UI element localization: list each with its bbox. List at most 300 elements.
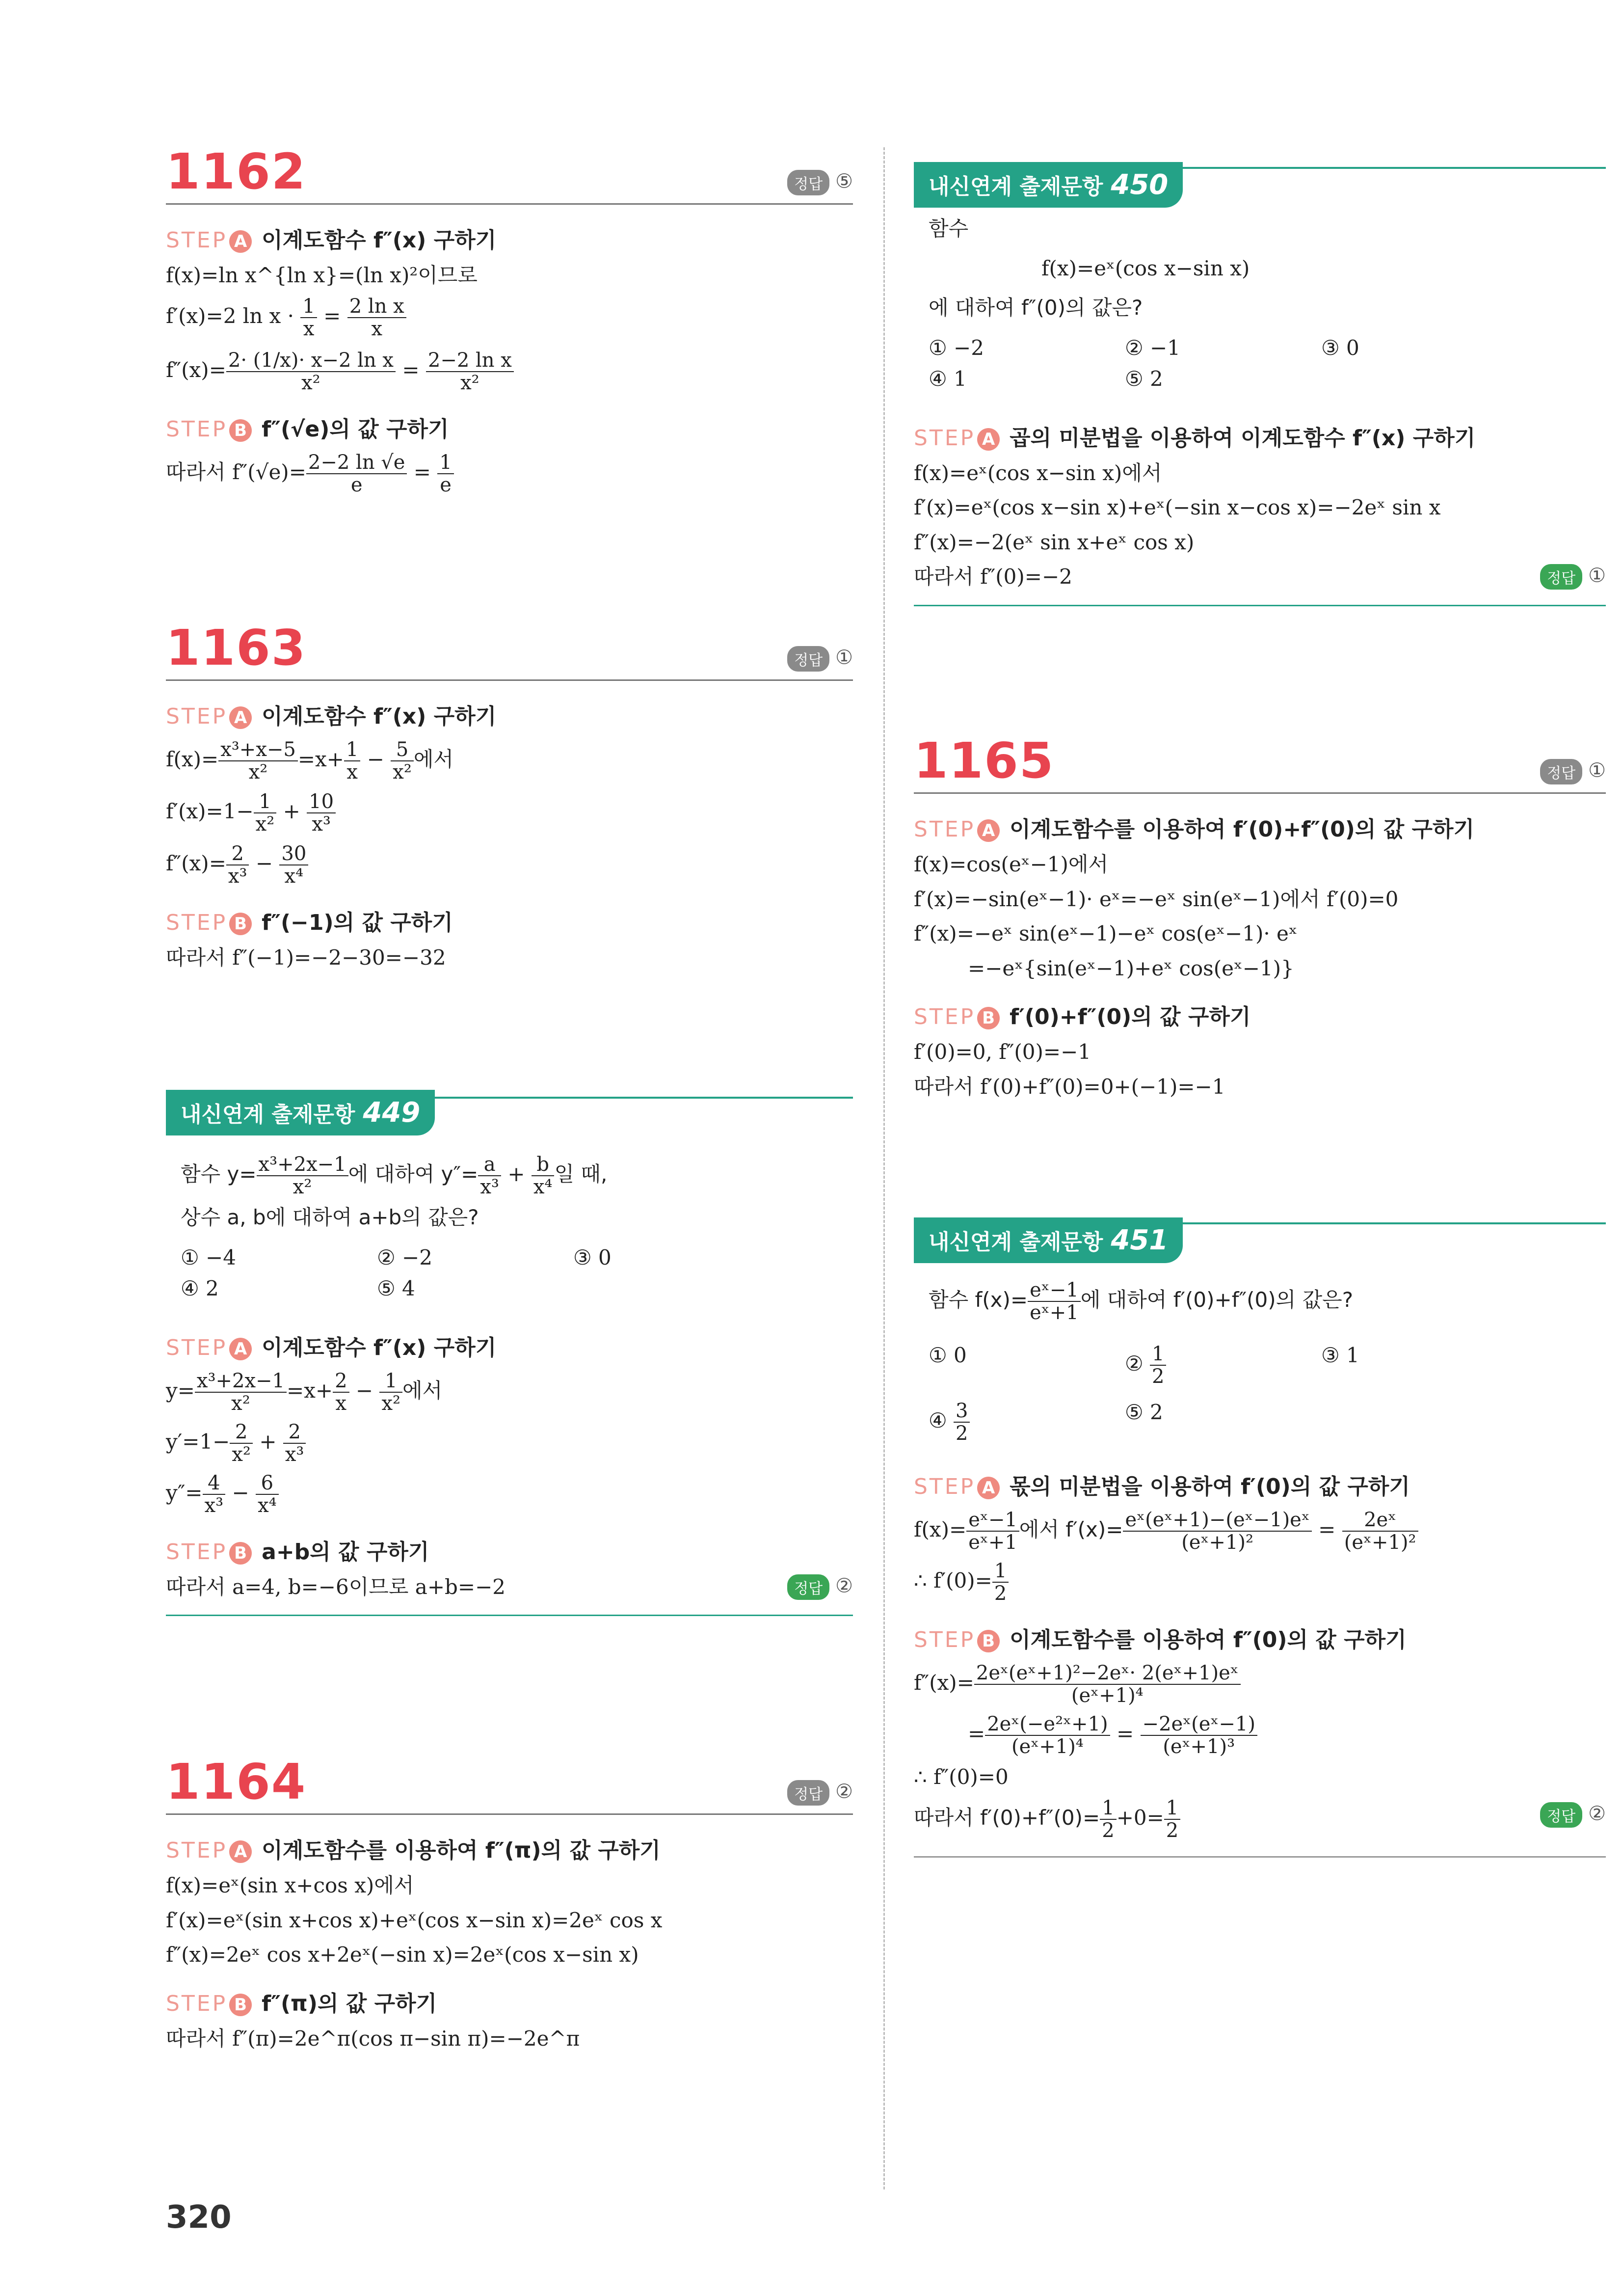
fraction xyxy=(1342,1509,1418,1553)
fraction xyxy=(256,1472,279,1516)
fraction xyxy=(203,1472,226,1516)
step-circle: A xyxy=(977,1477,1000,1499)
exam-number: 450 xyxy=(1111,169,1169,201)
text: − xyxy=(349,1378,380,1403)
column-divider xyxy=(883,147,885,2189)
exam-question xyxy=(914,216,1606,391)
option: ① 0 xyxy=(929,1343,967,1367)
text: = xyxy=(1311,1517,1342,1541)
fraction xyxy=(300,296,317,340)
section-rule xyxy=(166,1813,853,1815)
step-label: STEP xyxy=(166,1991,228,2016)
denominator: x⁴ xyxy=(258,1494,277,1517)
line xyxy=(181,1154,853,1198)
answer-tag: 정답 xyxy=(1540,564,1582,590)
line: f″(x)=2eˣ cos x+2eˣ(−sin x)=2eˣ(cos x−sin x) xyxy=(166,1943,639,1967)
denominator: x² xyxy=(301,371,320,394)
step-b xyxy=(166,905,853,936)
denominator: x² xyxy=(232,1443,251,1466)
denominator: 2 xyxy=(994,1582,1007,1605)
numerator: x³+x−5 xyxy=(218,739,298,761)
step-title: 이계도함수 f″(x) 구하기 xyxy=(262,704,497,729)
numerator: 1 xyxy=(344,739,360,761)
step-label: STEP xyxy=(166,1335,228,1360)
answer-value: ① xyxy=(1588,565,1606,587)
step-title: f″(−1)의 값 구하기 xyxy=(262,910,453,935)
fraction xyxy=(1150,1343,1166,1387)
line xyxy=(166,791,853,835)
fraction xyxy=(532,1154,555,1198)
denominator: 2 xyxy=(956,1422,968,1445)
problem-number: 1162 xyxy=(166,143,307,200)
fraction xyxy=(954,1400,970,1444)
exam-label xyxy=(166,1090,435,1135)
step-label: STEP xyxy=(166,910,228,935)
text: =x+ xyxy=(297,747,344,771)
line xyxy=(166,1472,853,1516)
line xyxy=(166,1421,853,1465)
exam-label-text: 내신연계 출제문항 xyxy=(181,1102,355,1127)
fraction xyxy=(426,350,514,394)
line: 따라서 f″(0)=−2 xyxy=(914,565,1072,589)
numerator: 30 xyxy=(279,843,308,865)
denominator: x xyxy=(371,317,383,340)
text: 따라서 f′(0)+f″(0)= xyxy=(914,1805,1100,1830)
fraction xyxy=(230,1421,253,1465)
numerator: 1 xyxy=(1164,1797,1180,1820)
denominator: x² xyxy=(460,371,479,394)
problem-1165 xyxy=(914,732,1606,1100)
step-label: STEP xyxy=(914,1474,976,1499)
text: = xyxy=(395,357,426,382)
exam-number: 449 xyxy=(363,1097,421,1129)
denominator: x³ xyxy=(312,813,331,836)
line xyxy=(914,1797,1606,1841)
text: y′=1− xyxy=(166,1429,230,1454)
fraction xyxy=(226,350,396,394)
text: f″(x)= xyxy=(914,1671,974,1695)
fraction xyxy=(283,1421,306,1465)
text: 에서 xyxy=(413,747,454,771)
problem-number: 1164 xyxy=(166,1753,307,1810)
fraction xyxy=(992,1560,1009,1604)
text: = xyxy=(407,459,438,484)
fraction xyxy=(347,296,406,340)
step-circle: A xyxy=(977,428,1000,451)
option: ⑤ 4 xyxy=(377,1276,415,1300)
line: 에 대하여 f″(0)의 값은? xyxy=(929,296,1143,320)
numerator: 5 xyxy=(391,739,414,761)
line: 함수 xyxy=(929,216,969,241)
step-b xyxy=(914,999,1606,1030)
denominator: x xyxy=(303,317,315,340)
step-title: 곱의 미분법을 이용하여 이계도함수 f″(x) 구하기 xyxy=(1010,425,1476,451)
text: + xyxy=(276,799,307,823)
numerator: 1 xyxy=(437,452,453,474)
denominator: (eˣ+1)⁴ xyxy=(1071,1684,1144,1707)
answer-tag: 정답 xyxy=(787,1574,829,1600)
numerator: b xyxy=(532,1154,555,1176)
denominator: x² xyxy=(381,1392,401,1415)
fraction xyxy=(379,1370,402,1414)
answer-value: ① xyxy=(835,647,853,669)
text: f(x)= xyxy=(166,747,219,771)
text: ② xyxy=(1125,1351,1150,1376)
option xyxy=(929,1400,1125,1444)
line xyxy=(929,1279,1606,1324)
option: ⑤ 2 xyxy=(1125,366,1163,391)
step-label: STEP xyxy=(914,1004,976,1029)
numerator: x³+2x−1 xyxy=(257,1154,348,1176)
numerator: 1 xyxy=(992,1560,1009,1583)
text: 함수 f(x)= xyxy=(929,1288,1028,1312)
numerator: a xyxy=(478,1154,501,1176)
text: = xyxy=(317,303,347,328)
exam-header xyxy=(914,1217,1606,1262)
line xyxy=(914,1662,1606,1706)
text: − xyxy=(249,851,280,875)
text: 일 때, xyxy=(554,1162,608,1186)
answer-value: ① xyxy=(1588,759,1606,782)
numerator: 2 ln x xyxy=(347,296,406,318)
numerator: 4 xyxy=(203,1472,226,1495)
numerator: eˣ(eˣ+1)−(eˣ−1)eˣ xyxy=(1123,1509,1311,1532)
text: − xyxy=(225,1480,256,1505)
problem-1164 xyxy=(166,1753,853,2052)
denominator: (eˣ+1)² xyxy=(1344,1531,1416,1554)
answer-tag: 정답 xyxy=(787,170,829,195)
numerator: 1 xyxy=(300,296,317,318)
step-a xyxy=(166,699,853,730)
step-label: STEP xyxy=(166,704,228,729)
denominator: x xyxy=(335,1392,347,1415)
line xyxy=(968,1713,1606,1757)
numerator: −2eˣ(eˣ−1) xyxy=(1141,1713,1257,1736)
options xyxy=(929,1343,1606,1444)
step-label: STEP xyxy=(914,1627,976,1652)
section-rule xyxy=(166,203,853,205)
numerator: 2· (1/x)· x−2 ln x xyxy=(226,350,396,372)
line xyxy=(166,296,853,340)
exam-question xyxy=(166,1154,853,1300)
numerator: eˣ−1 xyxy=(1028,1279,1081,1302)
step-circle: A xyxy=(229,706,252,729)
answer-tag: 정답 xyxy=(1540,1802,1582,1828)
fraction xyxy=(195,1370,287,1414)
numerator: 1 xyxy=(379,1370,402,1393)
exam-number: 451 xyxy=(1111,1224,1169,1256)
denominator: eˣ+1 xyxy=(1030,1301,1079,1324)
denominator: x⁴ xyxy=(533,1176,553,1198)
step-circle: A xyxy=(229,230,252,253)
denominator: (eˣ+1)⁴ xyxy=(1011,1735,1084,1758)
option: ③ 0 xyxy=(1321,335,1359,360)
step-circle: A xyxy=(977,819,1000,842)
line: f(x)=ln x^{ln x}=(ln x)²이므로 xyxy=(166,263,478,287)
line: f″(x)=−eˣ sin(eˣ−1)−eˣ cos(eˣ−1)· eˣ xyxy=(914,921,1298,945)
fraction xyxy=(279,843,308,887)
line: ∴ f″(0)=0 xyxy=(914,1765,1009,1789)
step-label: STEP xyxy=(914,425,976,451)
text: f″(x)= xyxy=(166,357,226,382)
fraction xyxy=(1028,1279,1081,1324)
numerator: eˣ−1 xyxy=(966,1509,1019,1532)
line: f′(x)=−sin(eˣ−1)· eˣ=−eˣ sin(eˣ−1)에서 f′(0)=0 xyxy=(914,887,1399,911)
step-circle: B xyxy=(229,1542,252,1565)
line: f″(x)=−2(eˣ sin x+eˣ cos x) xyxy=(914,530,1195,554)
numerator: 2eˣ xyxy=(1342,1509,1418,1532)
text: 따라서 f″(√e)= xyxy=(166,459,306,484)
line xyxy=(166,350,853,394)
option: ② −1 xyxy=(1125,335,1180,360)
option: ③ 0 xyxy=(573,1245,612,1270)
answer-value: ② xyxy=(835,1781,853,1803)
option: ① −2 xyxy=(929,335,984,360)
exam-label xyxy=(914,1217,1183,1263)
fraction xyxy=(974,1662,1241,1706)
answer-badge xyxy=(787,646,853,672)
options xyxy=(929,336,1606,391)
step-title: 이계도함수 f″(x) 구하기 xyxy=(262,228,497,253)
denominator: eˣ+1 xyxy=(968,1531,1017,1554)
line xyxy=(166,1370,853,1414)
exam-header xyxy=(914,162,1606,206)
answer-badge xyxy=(787,1780,853,1806)
denominator: x³ xyxy=(285,1443,304,1466)
denominator: (eˣ+1)² xyxy=(1181,1531,1254,1554)
text: y= xyxy=(166,1378,195,1403)
fraction xyxy=(226,843,249,887)
fraction xyxy=(478,1154,501,1198)
line: 따라서 f″(π)=2e^π(cos π−sin π)=−2e^π xyxy=(166,2026,580,2051)
exam-label-text: 내신연계 출제문항 xyxy=(929,1230,1103,1255)
text: +0= xyxy=(1116,1805,1164,1830)
text: f(x)= xyxy=(914,1517,967,1541)
step-label: STEP xyxy=(166,1838,228,1863)
step-title: 이계도함수를 이용하여 f″(π)의 값 구하기 xyxy=(262,1838,661,1863)
fraction xyxy=(391,739,414,783)
text: 함수 y= xyxy=(181,1162,257,1186)
denominator: x² xyxy=(255,813,275,836)
fraction xyxy=(257,1154,348,1198)
text: ∴ f′(0)= xyxy=(914,1568,992,1593)
step-a xyxy=(166,222,853,254)
fraction xyxy=(218,739,298,783)
numerator: x³+2x−1 xyxy=(195,1370,287,1393)
line: 따라서 f″(−1)=−2−30=−32 xyxy=(166,945,446,970)
exam-label-text: 내신연계 출제문항 xyxy=(929,174,1103,199)
text: 에 대하여 f′(0)+f″(0)의 값은? xyxy=(1080,1288,1354,1312)
line: f(x)=eˣ(cos x−sin x) xyxy=(1041,256,1250,280)
step-circle: B xyxy=(977,1630,1000,1652)
numerator: 10 xyxy=(307,791,336,813)
denominator: x² xyxy=(231,1392,250,1415)
exam-450 xyxy=(914,162,1606,606)
numerator: 2−2 ln x xyxy=(426,350,514,372)
option: ③ 1 xyxy=(1321,1343,1359,1367)
exam-449 xyxy=(166,1090,853,1616)
text: = xyxy=(968,1722,985,1746)
line xyxy=(914,1560,1606,1604)
step-title: 이계도함수 f″(x) 구하기 xyxy=(262,1335,497,1360)
section-rule xyxy=(166,679,853,681)
line: f′(x)=eˣ(sin x+cos x)+eˣ(cos x−sin x)=2eˣ cos x xyxy=(166,1908,663,1932)
step-a xyxy=(166,1330,853,1361)
fraction xyxy=(1100,1797,1116,1841)
answer-value: ② xyxy=(1588,1803,1606,1825)
option xyxy=(1125,1343,1321,1387)
denominator: 2 xyxy=(1152,1365,1165,1388)
numerator: 2 xyxy=(333,1370,349,1393)
line: f′(0)=0, f″(0)=−1 xyxy=(914,1040,1091,1064)
step-title: a+b의 값 구하기 xyxy=(262,1539,429,1565)
step-circle: B xyxy=(229,419,252,442)
step-a xyxy=(166,1833,853,1864)
answer-badge xyxy=(1540,1802,1606,1828)
denominator: (eˣ+1)³ xyxy=(1163,1735,1235,1758)
denominator: x² xyxy=(248,761,268,783)
option: ④ 2 xyxy=(181,1276,219,1300)
line xyxy=(166,739,853,783)
problem-number: 1163 xyxy=(166,619,307,676)
problem-number: 1165 xyxy=(914,732,1055,789)
line: 따라서 a=4, b=−6이므로 a+b=−2 xyxy=(166,1574,506,1599)
text: f′(x)=2 ln x · xyxy=(166,303,301,328)
line: f(x)=eˣ(cos x−sin x)에서 xyxy=(914,460,1162,485)
numerator: 1 xyxy=(1100,1797,1116,1820)
step-label: STEP xyxy=(166,1539,228,1565)
numerator: 2eˣ(−e²ˣ+1) xyxy=(985,1713,1110,1736)
answer-value: ⑤ xyxy=(835,170,853,192)
line: 따라서 f′(0)+f″(0)=0+(−1)=−1 xyxy=(914,1074,1225,1099)
numerator: 1 xyxy=(254,791,277,813)
denominator: x³ xyxy=(204,1494,224,1517)
answer-badge xyxy=(1540,564,1606,590)
step-a xyxy=(914,811,1606,843)
fraction xyxy=(966,1509,1019,1553)
step-b xyxy=(166,1986,853,2017)
line xyxy=(166,452,853,496)
exam-451 xyxy=(914,1217,1606,1858)
answer-badge xyxy=(787,170,853,195)
numerator: 2eˣ(eˣ+1)²−2eˣ· 2(eˣ+1)eˣ xyxy=(974,1662,1241,1685)
options xyxy=(181,1245,853,1300)
step-circle: B xyxy=(229,913,252,935)
step-circle: A xyxy=(229,1338,252,1360)
problem-1163 xyxy=(166,619,853,971)
step-title: f″(π)의 값 구하기 xyxy=(262,1991,437,2016)
answer-value: ② xyxy=(835,1575,853,1597)
exam-header xyxy=(166,1090,853,1134)
option: ② −2 xyxy=(377,1245,432,1270)
line: f(x)=eˣ(sin x+cos x)에서 xyxy=(166,1873,414,1897)
denominator: x³ xyxy=(228,865,247,888)
text: 에 대하여 y″= xyxy=(348,1162,479,1186)
text: 에서 xyxy=(402,1378,443,1403)
denominator: 2 xyxy=(1102,1819,1115,1842)
step-b xyxy=(914,1622,1606,1653)
numerator: 2 xyxy=(226,843,249,865)
text: + xyxy=(501,1162,532,1186)
fraction xyxy=(1141,1713,1257,1757)
exam-label xyxy=(914,162,1183,208)
exam-question xyxy=(914,1279,1606,1444)
step-circle: A xyxy=(229,1840,252,1863)
denominator: x² xyxy=(393,761,412,783)
line xyxy=(166,843,853,887)
text: + xyxy=(252,1429,283,1454)
text: − xyxy=(360,747,391,771)
section-end-rule xyxy=(914,1856,1606,1858)
numerator: 1 xyxy=(1150,1343,1166,1366)
section-end-rule xyxy=(914,605,1606,606)
step-circle: B xyxy=(977,1007,1000,1029)
final-line xyxy=(914,1797,1606,1841)
text: y″= xyxy=(166,1480,203,1505)
answer-tag: 정답 xyxy=(1540,759,1582,784)
numerator: 3 xyxy=(954,1400,970,1423)
denominator: 2 xyxy=(1166,1819,1179,1842)
fraction xyxy=(306,452,407,496)
section-end-rule xyxy=(166,1615,853,1616)
line: =−eˣ{sin(eˣ−1)+eˣ cos(eˣ−1)} xyxy=(968,956,1294,980)
text: =x+ xyxy=(287,1378,333,1403)
step-a xyxy=(914,1469,1606,1500)
option: ④ 1 xyxy=(929,366,967,391)
answer-badge xyxy=(787,1574,853,1600)
text: = xyxy=(1110,1722,1141,1746)
denominator: x⁴ xyxy=(284,865,304,888)
option: ① −4 xyxy=(181,1245,236,1270)
step-title: 몫의 미분법을 이용하여 f′(0)의 값 구하기 xyxy=(1010,1474,1410,1499)
option: ⑤ 2 xyxy=(1125,1400,1163,1424)
section-rule xyxy=(914,792,1606,794)
denominator: e xyxy=(350,473,363,496)
fraction xyxy=(437,452,453,496)
step-a xyxy=(914,420,1606,452)
numerator: 6 xyxy=(256,1472,279,1495)
text: f″(x)= xyxy=(166,851,226,875)
fraction xyxy=(307,791,336,835)
step-title: 이계도함수를 이용하여 f′(0)+f″(0)의 값 구하기 xyxy=(1010,817,1475,842)
denominator: x xyxy=(346,761,358,783)
text: 에서 f′(x)= xyxy=(1019,1517,1123,1541)
numerator: 2 xyxy=(283,1421,306,1444)
step-title: f′(0)+f″(0)의 값 구하기 xyxy=(1010,1004,1251,1029)
line xyxy=(914,1509,1606,1553)
problem-1162 xyxy=(166,143,853,496)
denominator: e xyxy=(440,473,452,496)
fraction xyxy=(254,791,277,835)
step-title: 이계도함수를 이용하여 f″(0)의 값 구하기 xyxy=(1010,1627,1407,1652)
numerator: 2−2 ln √e xyxy=(306,452,407,474)
line: f(x)=cos(eˣ−1)에서 xyxy=(914,852,1109,876)
text: f′(x)=1− xyxy=(166,799,254,823)
step-label: STEP xyxy=(166,416,228,442)
answer-badge xyxy=(1540,759,1606,784)
answer-tag: 정답 xyxy=(787,1780,829,1806)
fraction xyxy=(985,1713,1110,1757)
line: 상수 a, b에 대하여 a+b의 값은? xyxy=(181,1205,479,1229)
fraction xyxy=(1123,1509,1311,1553)
text: ④ xyxy=(929,1408,954,1432)
step-b xyxy=(166,1534,853,1566)
step-label: STEP xyxy=(914,817,976,842)
answer-tag: 정답 xyxy=(787,646,829,672)
numerator: 2 xyxy=(230,1421,253,1444)
step-b xyxy=(166,411,853,443)
denominator: x² xyxy=(293,1176,312,1198)
